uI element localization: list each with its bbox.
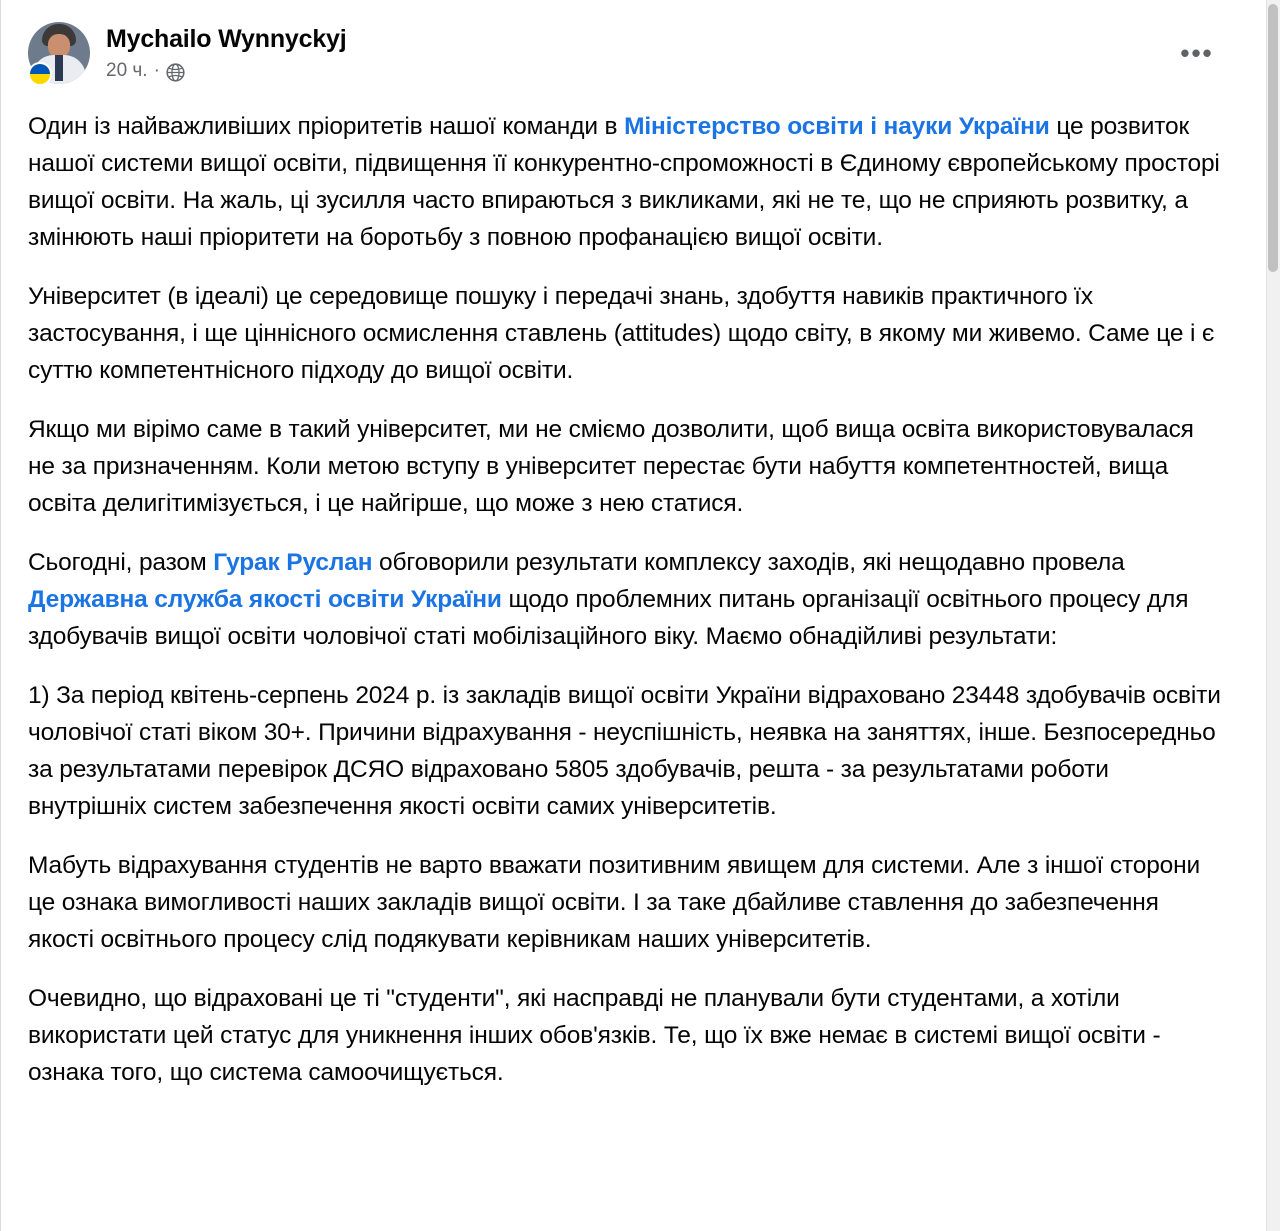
post-paragraph [28,847,1224,958]
flag-yellow-stripe [30,74,50,84]
mention-link[interactable]: Державна служба якості освіти України [28,586,502,613]
post-text-segment: Очевидно, що відраховані це ті "студенти", які насправді не планували бути студентами, а хотіли використати цей статус для уникнення інших обов'язків. Те, що їх вже немає в системі вищої освіти - ознака того, що система самоочищується. [28,985,1161,1086]
globe-icon[interactable] [166,63,185,82]
meta-separator: · [153,60,160,81]
mention-link[interactable]: Гурак Руслан [213,549,373,576]
post-paragraph [28,411,1224,522]
post-text-segment: Університет (в ідеалі) це середовище пошуку і передачі знань, здобуття навиків практичного їх застосування, і ще ціннісного осмислення ставлень (attitudes) щодо світу, в якому ми живемо. Саме це і є суттю компетентнісного підходу до вищої освіти. [28,283,1215,384]
post-paragraph [28,544,1224,655]
author-name[interactable]: Mychailo Wynnyckyj [106,25,347,53]
post-paragraph [28,108,1224,256]
ukraine-flag-badge-icon [28,62,52,86]
post-text-segment: Мабуть відрахування студентів не варто вважати позитивним явищем для системи. Але з іншої сторони це ознака вимогливості наших закладів вищої освіти. І за таке дбайливе ставлення до забезпечення якості освітнього процесу слід подякувати керівникам наших університетів. [28,852,1201,953]
post-header [28,22,1224,90]
mention-link[interactable]: Міністерство освіти і науки України [624,113,1050,140]
post-text-segment: обговорили результати комплексу заходів, які нещодавно провела [372,549,1125,576]
post-timestamp[interactable]: 20 ч. [106,60,148,81]
scrollbar-thumb[interactable] [1268,4,1278,272]
post-options-button[interactable]: ••• [1180,38,1214,68]
post-paragraph [28,278,1224,389]
avatar-tie [55,55,63,81]
vertical-scrollbar[interactable] [1266,0,1280,1231]
post-meta [106,60,346,82]
post-paragraph [28,677,1224,825]
post-text-segment: Якщо ми вірімо саме в такий університет, ми не сміємо дозволити, щоб вища освіта використовувалася не за призначенням. Коли метою вступу в університет перестає бути набуття компетентностей, вища освіта делигітимізується, і це найгірше, що може з нею статися. [28,416,1194,517]
post-text-segment: це розвиток нашої системи вищої освіти, підвищення її конкурентно-спроможності в Єдиному європейському просторі вищої освіти. На жаль, ці зусилля часто впираються з викликами, які не те, що не сприяють розвитку, а змінюють наші пріоритети на боротьбу з повною профанацією вищої освіти. [28,113,1220,251]
post-text-segment: 1) За період квітень-серпень 2024 р. із закладів вищої освіти України відраховано 23448 здобувачів освіти чоловічої статі віком 30+. Причини відрахування - неуспішність, неявка на заняттях, інше. Безпосередньо за результатами перевірок ДСЯО відраховано 5805 здобувачів, решта - за результатами роботи внутрішніх систем забезпечення якості освіти самих університетів. [28,682,1221,820]
avatar[interactable] [28,22,90,84]
flag-blue-stripe [30,64,50,74]
post-text [28,108,1224,1091]
post-text-segment: Один із найважливіших пріоритетів нашої команди в [28,113,625,140]
post-text-segment: Сьогодні, разом [28,549,214,576]
post-paragraph [28,980,1224,1091]
post-text-segment: щодо проблемних питань організації освітнього процесу для здобувачів вищої освіти чоловічої статі мобілізаційного віку. Маємо обнадійливі результати: [28,586,1189,650]
post-header-text [106,22,346,82]
